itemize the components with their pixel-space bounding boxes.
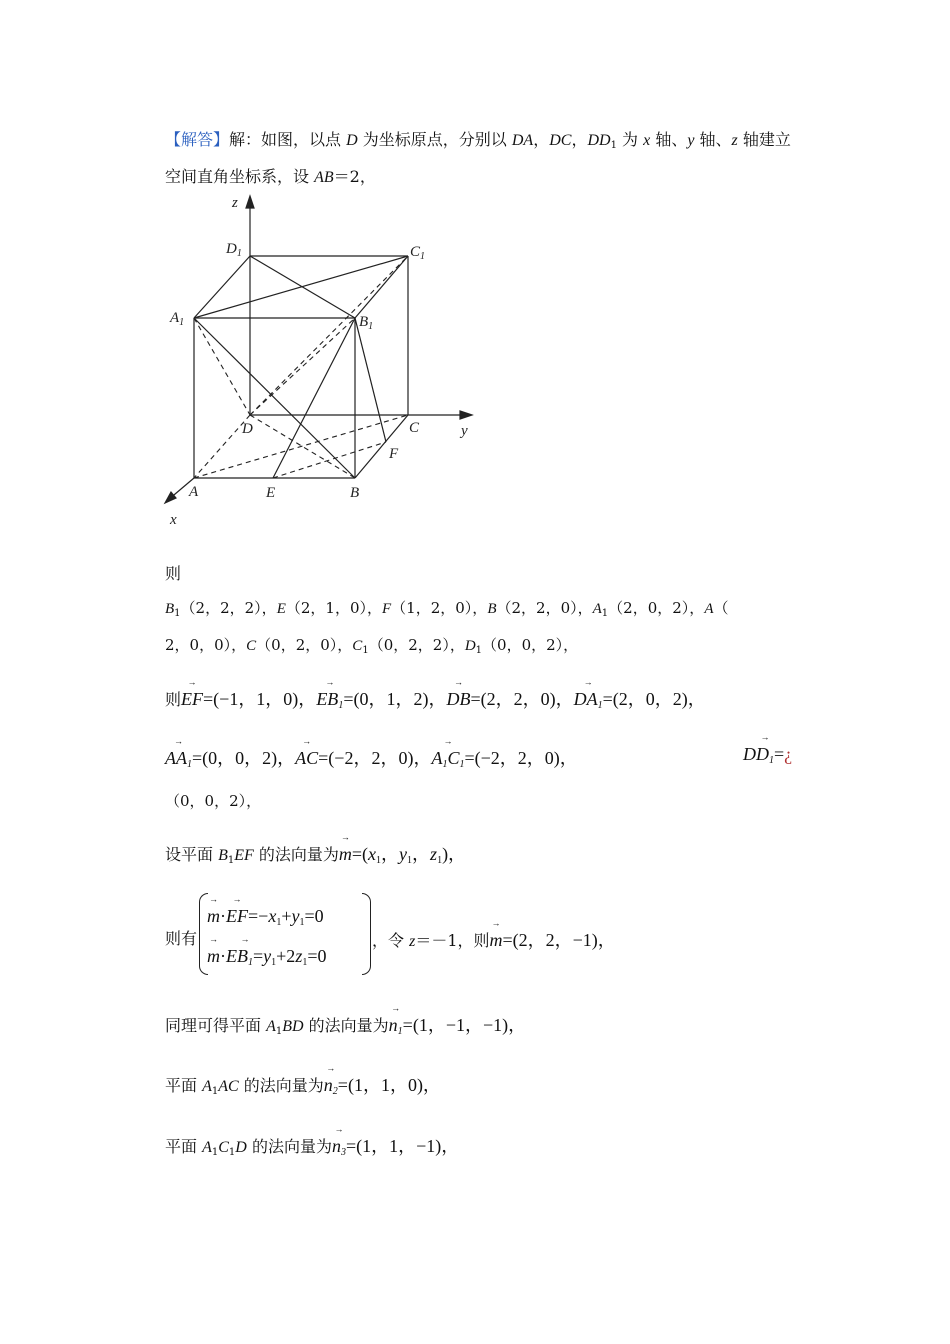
normal-n1-line: 同理可得平面 $A_1BD$ 的法向量为→ $n_1=(1$，−1，−1)， — [165, 1011, 526, 1037]
label-D1: $D_1$ — [226, 241, 242, 259]
label-A1: $A_1$ — [170, 310, 185, 328]
coords-line1: $B_1(2$，2，2），E（2，1，0），F（1，2，0），B（2，2，0），$A_1(2$，0，2），A（ — [165, 599, 729, 619]
coords-line2: 2，0，0），C（0，2，0），$C_1(0$，2，2），$D_1(0$，0，2）， — [165, 636, 579, 656]
label-x: x — [170, 512, 177, 528]
system-prefix: 则有 — [165, 929, 198, 948]
label-y: y — [461, 423, 468, 439]
solution-intro-line1: 【解答】解：如图，以点 D 为坐标原点，分别以 DA，DC，$DD_1$ 为 x 轴、y 轴、z 轴建立 — [165, 130, 791, 151]
label-A: A — [189, 484, 199, 500]
label-C1: $C_1$ — [410, 244, 426, 262]
label-E: E — [266, 485, 276, 501]
label-F: F — [389, 446, 399, 462]
label-B: B — [350, 485, 360, 501]
label-B1: $B_1$ — [359, 314, 374, 332]
then-label: 则 — [165, 564, 182, 583]
solution-intro-line2: 空间直角坐标系，设 AB＝2， — [165, 167, 376, 186]
label-D: D — [242, 421, 253, 437]
system-suffix: ，令 z＝－1，则→ m=(2，2，−1)， — [372, 926, 616, 952]
normal-n2-line: 平面 $A_1AC$ 的法向量为→ $n_2=(1$，1，0)， — [165, 1071, 441, 1097]
system-right-brace — [362, 893, 371, 975]
vector-line3: （0，0，2）， — [165, 792, 262, 810]
vector-dd1: $D\to D_1=¿$ — [743, 744, 792, 766]
vector-line1: 则→ EF=(−1，1，0)，→ $EB_1=(0$，1，2)，→ DB=(2，2，0)，→ $DA_1=(2$，0，2)， — [165, 685, 706, 711]
system-eq2: → $m\cdot E\to B_1=y_1+2z_1=0$ — [207, 946, 326, 968]
vector-line2: → $AA_1=(0$，0，2)，→ AC=(−2，2，0)，→ $A_1C_1=(-2$，2，0)， — [165, 744, 578, 770]
label-C: C — [409, 420, 420, 436]
answer-tag: 【解答】 — [165, 130, 230, 149]
label-z: z — [232, 195, 238, 211]
system-eq1: → $m\cdot\to EF=-x_1+y_1=0$ — [207, 906, 324, 928]
normal-n3-line: 平面 $A_1C_1D$ 的法向量为→ $n_3=(1$，1，−1)， — [165, 1132, 459, 1158]
plane-b1ef-normal: 设平面 $B_1EF$ 的法向量为→ $m=(x_1$，$y_1$，$z_1$)， — [165, 840, 466, 866]
cube-figure — [160, 190, 490, 535]
